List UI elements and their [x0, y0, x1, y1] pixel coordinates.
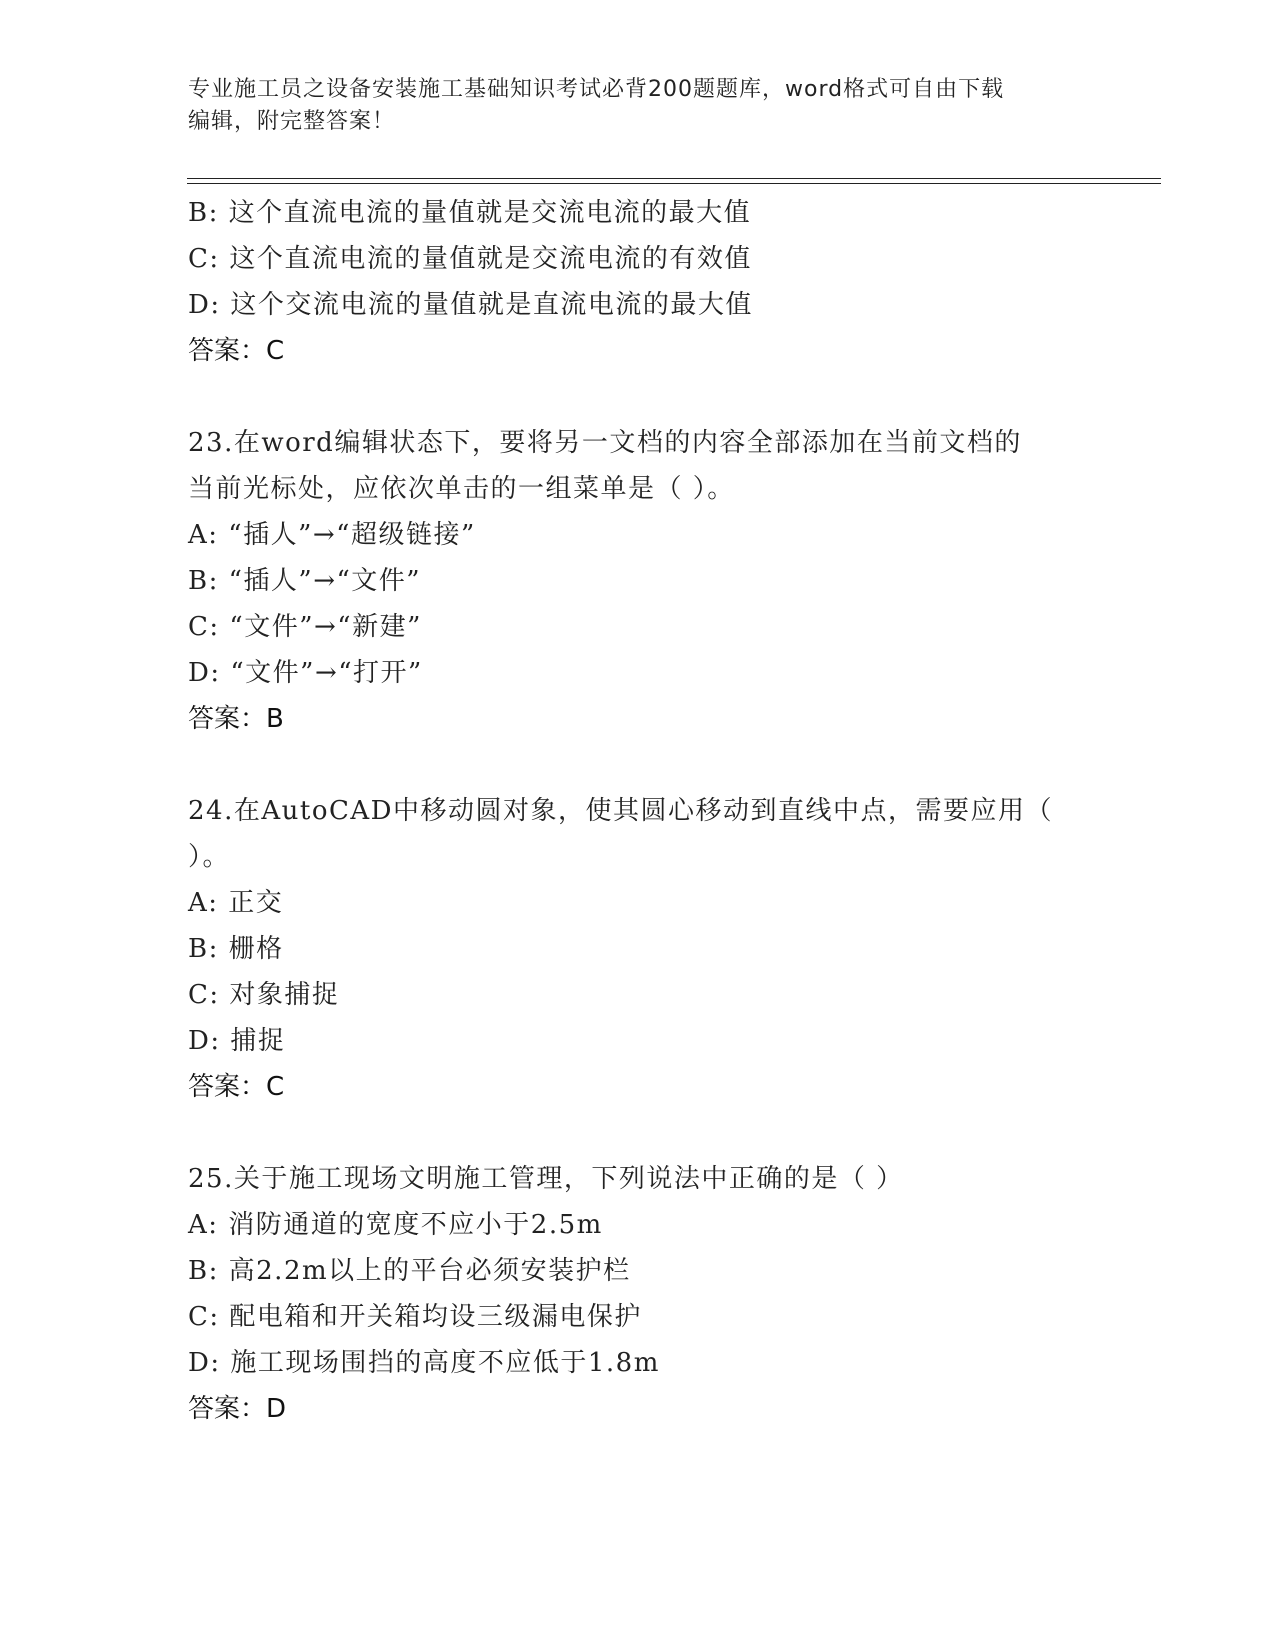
- answer: 答案：C: [188, 1072, 285, 1102]
- question-stem-continued: ）。: [188, 842, 231, 872]
- option-c: C: 这个直流电流的量值就是交流电流的有效值: [188, 244, 752, 274]
- option-c: C: “文件”→“新建”: [188, 612, 422, 642]
- option-d: D: “文件”→“打开”: [188, 658, 423, 688]
- option-b: B: 这个直流电流的量值就是交流电流的最大值: [188, 198, 752, 228]
- question-stem: 25.关于施工现场文明施工管理，下列说法中正确的是（ ）: [188, 1164, 904, 1194]
- option-a: A: 正交: [188, 888, 284, 918]
- header-divider-top: [187, 178, 1161, 179]
- question-stem: 24.在AutoCAD中移动圆对象，使其圆心移动到直线中点，需要应用（: [188, 796, 1053, 826]
- option-b: B: 高2.2m以上的平台必须安装护栏: [188, 1256, 631, 1286]
- question-stem: 23.在word编辑状态下，要将另一文档的内容全部添加在当前文档的: [188, 428, 1022, 458]
- header-title-line-2: 编辑，附完整答案！: [188, 109, 396, 134]
- spacer: [188, 742, 1088, 788]
- answer: 答案：C: [188, 336, 285, 366]
- header-divider-bottom: [187, 183, 1161, 184]
- question-block-25: [188, 1156, 1088, 1432]
- option-a: A: 消防通道的宽度不应小于2.5m: [188, 1210, 603, 1240]
- question-block-23: [188, 420, 1088, 742]
- header-title-line-1: 专业施工员之设备安装施工基础知识考试必背200题题库，word格式可自由下载: [188, 77, 1005, 102]
- question-block-24: [188, 788, 1088, 1110]
- option-b: B: 栅格: [188, 934, 284, 964]
- question-list: [188, 190, 1088, 1432]
- option-d: D: 施工现场围挡的高度不应低于1.8m: [188, 1348, 660, 1378]
- answer: 答案：B: [188, 704, 284, 734]
- option-b: B: “插人”→“文件”: [188, 566, 422, 596]
- option-d: D: 这个交流电流的量值就是直流电流的最大值: [188, 290, 753, 320]
- spacer: [188, 374, 1088, 420]
- question-block-22: [188, 190, 1088, 374]
- option-c: C: 配电箱和开关箱均设三级漏电保护: [188, 1302, 642, 1332]
- answer: 答案：D: [188, 1394, 287, 1424]
- option-a: A: “插人”→“超级链接”: [188, 520, 476, 550]
- option-d: D: 捕捉: [188, 1026, 286, 1056]
- document-header: [188, 74, 1068, 138]
- spacer: [188, 1110, 1088, 1156]
- question-stem-continued: 当前光标处，应依次单击的一组菜单是（ ）。: [188, 474, 735, 504]
- option-c: C: 对象捕捉: [188, 980, 340, 1010]
